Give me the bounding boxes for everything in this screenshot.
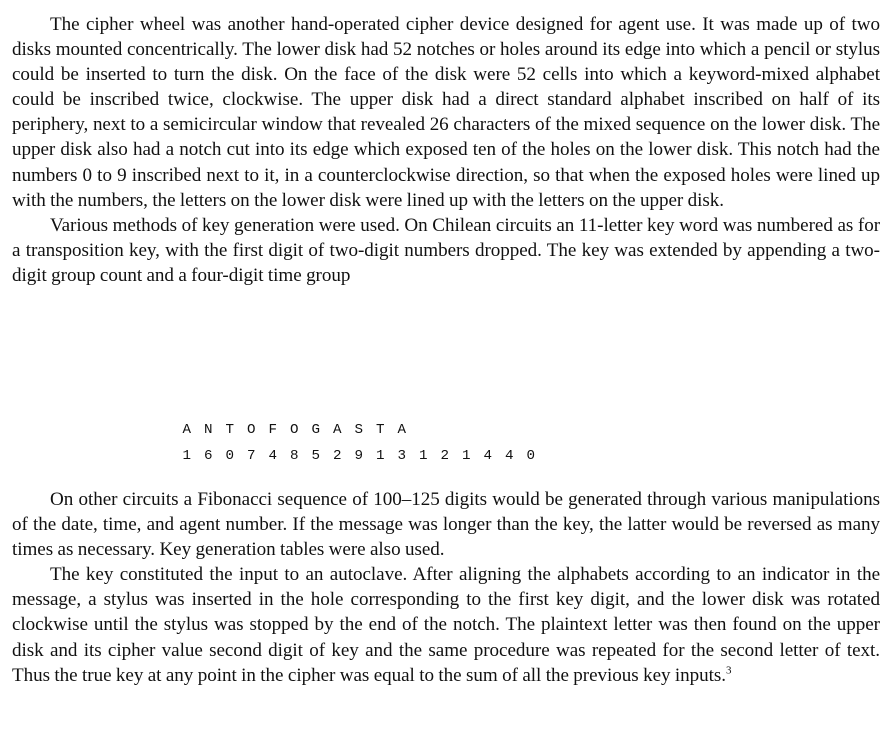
key-digit: 0 xyxy=(225,447,234,464)
key-digit: 4 xyxy=(483,447,492,464)
key-digit: 2 xyxy=(332,447,342,464)
key-letter: S xyxy=(354,422,363,438)
paragraph-key-generation: Various methods of key generation were used. On Chilean circuits an 11-letter key word was numbered as for a transposition key, with the first digit of two-digit numbers dropped. The key was extended by appending a two-digit group count and a four-digit time group xyxy=(12,214,880,286)
key-letters-row xyxy=(176,418,542,444)
key-letter: O xyxy=(246,422,256,438)
key-letter: T xyxy=(225,422,234,438)
key-example xyxy=(176,418,542,469)
key-letter: N xyxy=(203,422,213,438)
key-digit: 7 xyxy=(246,447,256,464)
key-letter: A xyxy=(397,422,406,438)
key-digit: 4 xyxy=(504,447,514,464)
key-digit: 1 xyxy=(182,447,191,464)
paragraph-fibonacci: On other circuits a Fibonacci sequence of 100–125 digits would be generated through various manipulations of the date, time, and agent number. If the message was longer than the key, the latter would be reversed as many times as necessary. Key generation tables were also used. xyxy=(12,489,880,561)
key-letter: T xyxy=(375,422,385,438)
key-letter: A xyxy=(182,422,191,438)
document-body-top xyxy=(12,12,880,288)
key-letter: A xyxy=(332,422,342,438)
key-digit: 0 xyxy=(526,447,535,464)
footnote-marker: 3 xyxy=(726,664,732,677)
key-digit: 1 xyxy=(461,447,471,464)
key-digit: 1 xyxy=(418,447,428,464)
key-digit: 1 xyxy=(375,447,385,464)
document-body-bottom xyxy=(12,487,880,688)
key-letter: F xyxy=(268,422,277,438)
key-digit: 4 xyxy=(268,447,277,464)
key-letter: G xyxy=(311,422,320,438)
key-digit: 5 xyxy=(311,447,320,464)
key-digits-row xyxy=(176,444,542,470)
key-digit: 2 xyxy=(440,447,449,464)
paragraph-autoclave-text: The key constituted the input to an autoclave. After aligning the alphabets according to an indicator in the message, a stylus was inserted in the hole corresponding to the first key digit, and the lower disk was rotated clockwise until the stylus was stopped by the end of the notch. The plaintext letter was then found on the upper disk and its cipher value second digit of key and the same procedure was repeated for the second letter of text. Thus the true key at any point in the cipher was equal to the sum of all the previous key inputs. xyxy=(12,564,880,686)
key-digit: 9 xyxy=(354,447,363,464)
key-digit: 6 xyxy=(203,447,213,464)
key-digit: 8 xyxy=(289,447,299,464)
key-digit: 3 xyxy=(397,447,406,464)
key-letter: O xyxy=(289,422,299,438)
paragraph-cipher-wheel: The cipher wheel was another hand-operated cipher device designed for agent use. It was made up of two disks mounted concentrically. The lower disk had 52 notches or holes around its edge into which a pencil or stylus could be inserted to turn the disk. On the face of the disk were 52 cells into which a keyword-mixed alphabet could be inscribed twice, clockwise. The upper disk had a direct standard alphabet inscribed on half of its periphery, next to a semicircular window that revealed 26 characters of the mixed sequence on the lower disk. The upper disk also had a notch cut into its edge which exposed ten of the holes on the lower disk. This notch had the numbers 0 to 9 inscribed next to it, in a counterclockwise direction, so that when the exposed holes were lined up with the numbers, the letters on the lower disk were lined up with the letters on the upper disk. xyxy=(12,14,880,211)
paragraph-autoclave xyxy=(12,562,880,687)
